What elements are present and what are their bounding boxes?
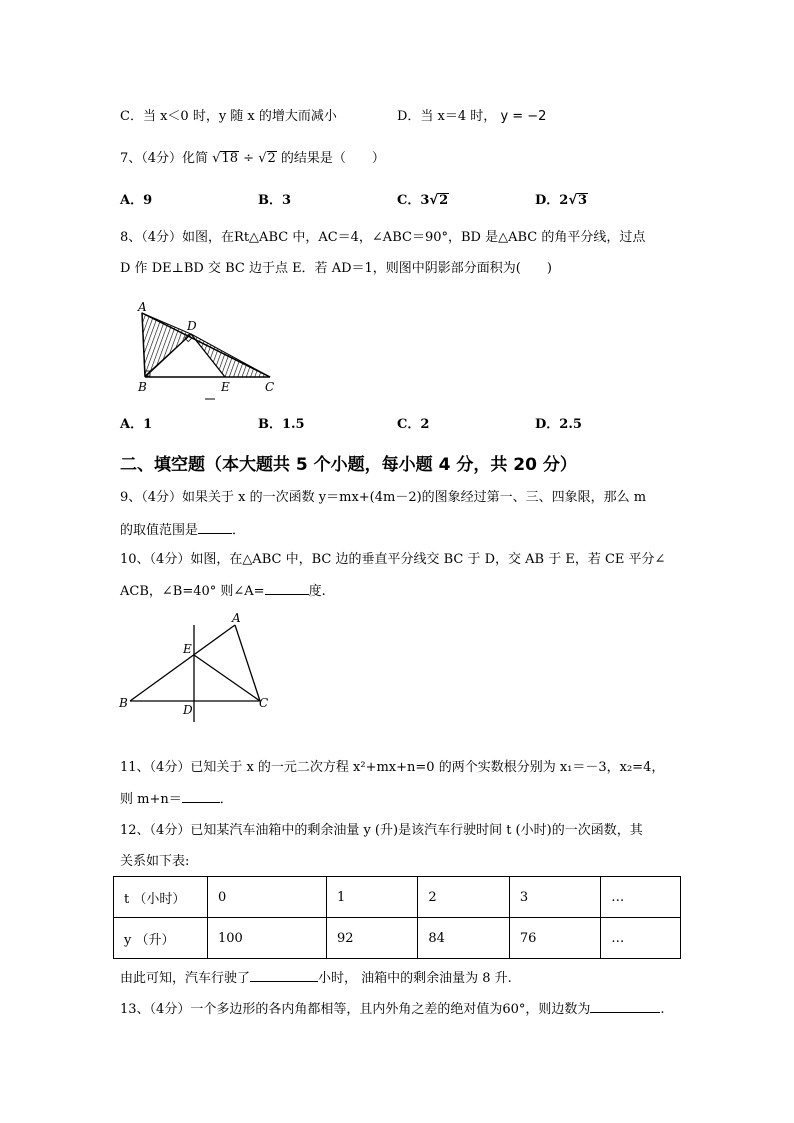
q11-stem-line2 — [120, 790, 233, 809]
table-row — [114, 877, 681, 918]
q11-line2-suffix: ． — [219, 792, 233, 807]
sqrt-icon: √ — [212, 151, 221, 166]
table-cell: … — [601, 918, 681, 959]
q7-option-b: B．3 — [258, 193, 292, 208]
q8-label-b: B — [138, 380, 147, 394]
table-cell: 76 — [509, 918, 600, 959]
q8-option-a: A．1 — [120, 417, 153, 432]
q11-line2-prefix: 则 m+n＝ — [120, 792, 182, 807]
q10-line2-prefix: ACB，∠B=40° 则∠A= — [120, 584, 265, 599]
q11-stem-line1: 11、（4分）已知关于 x 的一元二次方程 x²+mx+n=0 的两个实数根分别为 x₁＝－3，x₂=4， — [120, 760, 665, 775]
table-cell: 0 — [208, 877, 327, 918]
table-cell: 3 — [509, 877, 600, 918]
table-cell: 1 — [326, 877, 417, 918]
q8-label-d: D — [187, 319, 197, 333]
table-cell: t （小时） — [114, 877, 208, 918]
section-heading: 二、填空题（本大题共 5 个小题，每小题 4 分，共 20 分） — [120, 455, 577, 475]
q13-suffix: . — [660, 1002, 665, 1017]
q8-stem-line2: D 作 DE⊥BD 交 BC 边于点 E．若 AD＝1，则图中阴影部分面积为( ) — [120, 261, 552, 276]
q6-option-c: C．当 x＜0 时，y 随 x 的增大而减小 — [120, 109, 337, 124]
q12-after-suffix: 小时， 油箱中的剩余油量为 8 升. — [318, 971, 512, 986]
q10-label-a: A — [232, 611, 241, 625]
q7-prefix: 7、（4分）化简 — [120, 151, 209, 166]
q7-suffix: 的结果是（ ） — [280, 151, 385, 166]
sqrt-icon: √ — [568, 193, 577, 208]
q10-side-ac — [235, 625, 260, 701]
q8-stem-line1: 8、（4分）如图，在Rt△ABC 中，AC＝4，∠ABC＝90°，BD 是△ABC 的角平分线，过点 — [120, 230, 646, 245]
q6-option-d-text: D．当 x＝4 时， — [397, 109, 497, 124]
table-row — [114, 918, 681, 959]
q10-segment-ce — [194, 655, 260, 701]
sqrt-icon: √ — [429, 193, 439, 208]
q12-table — [113, 876, 681, 959]
q13-answer-blank[interactable] — [590, 1000, 660, 1013]
q8-label-c: C — [265, 380, 275, 394]
q9-line2-prefix: 的取值范围是 — [120, 523, 199, 538]
q8-label-e: E — [221, 380, 230, 394]
q10-label-b: B — [119, 696, 128, 710]
q8-label-a: A — [138, 300, 147, 314]
q8-option-c: C．2 — [397, 417, 430, 432]
q9-stem-line1: 9、（4分）如果关于 x 的一次函数 y＝mx+(4m－2)的图象经过第一、三、四象限，那么 m — [120, 490, 647, 505]
q12-after-table — [120, 969, 512, 988]
sqrt-icon: √ — [258, 151, 267, 166]
table-cell: … — [601, 877, 681, 918]
q7-option-d-radicand: 3 — [578, 193, 588, 208]
q7-operator: ÷ — [239, 151, 259, 166]
q13-stem — [120, 1000, 665, 1019]
q7-radicand-b: 2 — [267, 151, 276, 166]
q12-stem-line1: 12、（4分）已知某汽车油箱中的剩余油量 y (升)是该汽车行驶时间 t (小时)的一次函数，其 — [120, 823, 643, 838]
q10-label-d: D — [183, 703, 193, 717]
q9-line2-suffix: ． — [232, 523, 246, 538]
q7-option-d-prefix: D．2 — [535, 193, 569, 208]
q8-option-d: D．2.5 — [535, 417, 582, 432]
table-cell: 2 — [418, 877, 509, 918]
q12-answer-blank[interactable] — [250, 969, 318, 982]
q6-option-d-formula: y = −2 — [500, 109, 547, 124]
table-cell: 100 — [208, 918, 327, 959]
table-cell: 84 — [418, 918, 509, 959]
q12-stem-line2: 关系如下表: — [120, 854, 190, 869]
q13-prefix: 13、（4分）一个多边形的各内角都相等，且内外角之差的绝对值为60°，则边数为 — [120, 1002, 591, 1017]
q7-option-c-prefix: C．3 — [397, 193, 430, 208]
q10-side-ab — [130, 625, 235, 701]
q10-label-c: C — [259, 696, 269, 710]
q8-option-b: B．1.5 — [258, 417, 305, 432]
q11-answer-blank[interactable] — [182, 790, 220, 803]
q10-line2-suffix: 度. — [308, 584, 326, 599]
q7-radicand-a: 18 — [221, 151, 239, 166]
q7-option-a: A．9 — [120, 193, 153, 208]
q10-stem-line1: 10、（4分）如图，在△ABC 中，BC 边的垂直平分线交 BC 于 D，交 AB 于 E，若 CE 平分∠ — [120, 552, 666, 567]
table-cell: 92 — [326, 918, 417, 959]
q12-after-prefix: 由此可知，汽车行驶了 — [120, 971, 251, 986]
q7-option-c-radicand: 2 — [439, 193, 449, 208]
table-cell: y （升） — [114, 918, 208, 959]
q10-label-e: E — [183, 642, 192, 656]
